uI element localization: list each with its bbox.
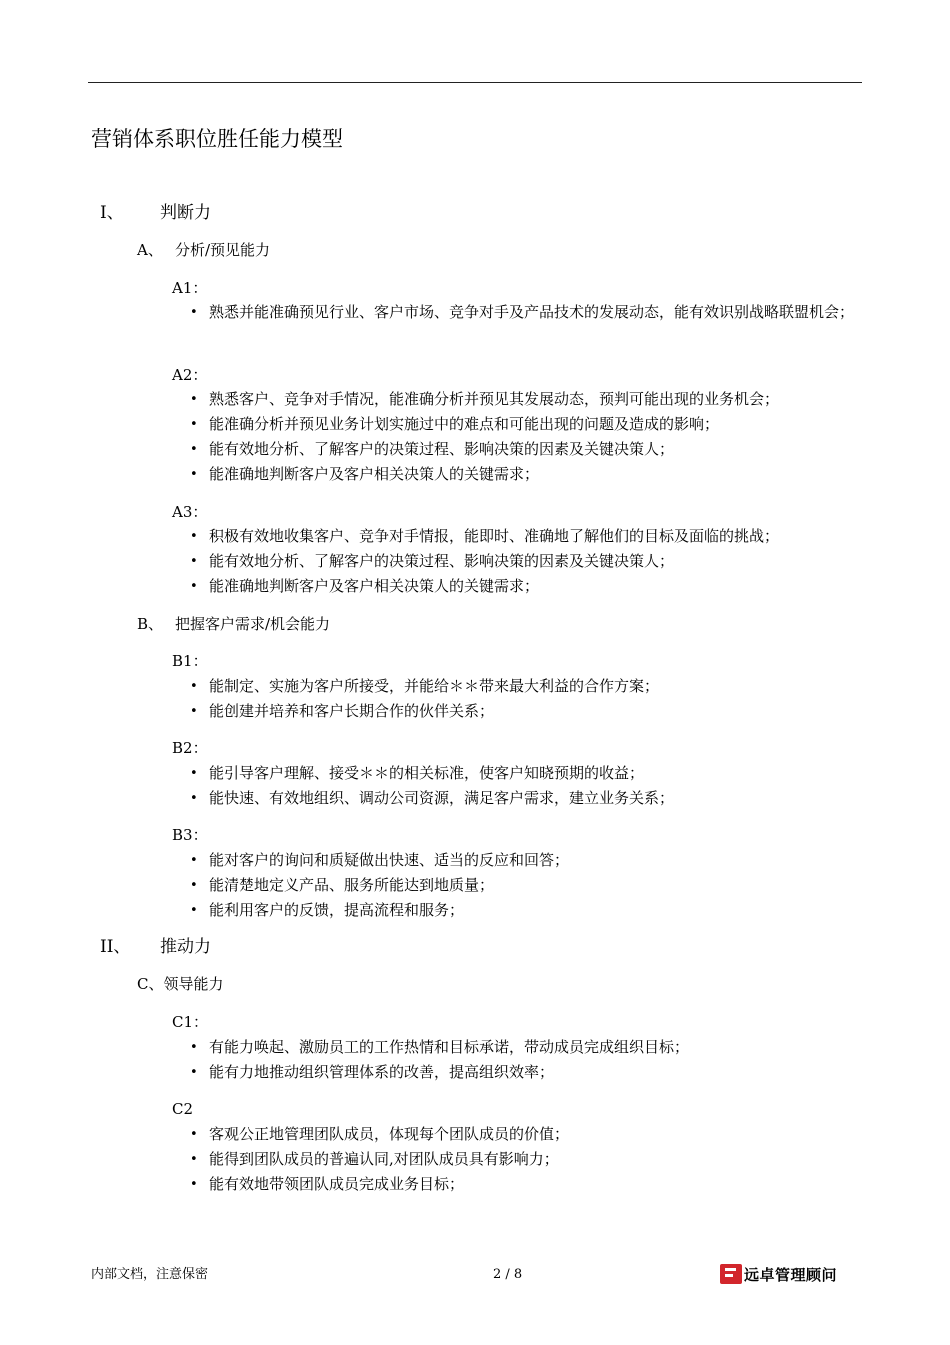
logo-text: 远卓管理顾问 bbox=[744, 1265, 838, 1284]
subsection-label: 分析/预见能力 bbox=[175, 241, 271, 259]
bullet-icon: • bbox=[190, 1177, 198, 1192]
list-item-text: 熟悉客户、竞争对手情况，能准确分析并预见其发展动态，预判可能出现的业务机会； bbox=[209, 390, 780, 408]
list-item-text: 能有效地分析、了解客户的决策过程、影响决策的因素及关键决策人； bbox=[209, 440, 675, 458]
list-item-text: 能快速、有效地组织、调动公司资源，满足客户需求，建立业务关系； bbox=[209, 789, 675, 807]
company-logo bbox=[720, 1263, 837, 1285]
bullet-icon: • bbox=[190, 417, 198, 432]
list-item-text: 能创建并培养和客户长期合作的伙伴关系； bbox=[209, 702, 495, 720]
bullet-icon: • bbox=[190, 791, 198, 806]
section-label: 推动力 bbox=[160, 937, 211, 957]
section-heading bbox=[100, 201, 211, 225]
section-number: I、 bbox=[100, 203, 124, 223]
list-item-text: 能准确地判断客户及客户相关决策人的关键需求； bbox=[209, 577, 540, 595]
bullet-icon: • bbox=[190, 467, 198, 482]
list-item-text: 能有效地带领团队成员完成业务目标； bbox=[209, 1175, 465, 1193]
bullet-icon: • bbox=[190, 1065, 198, 1080]
subsection-number: A、 bbox=[137, 241, 163, 259]
list-item-text: 能制定、实施为客户所接受，并能给＊＊带来最大利益的合作方案； bbox=[209, 677, 660, 695]
list-item-text: 能对客户的询问和质疑做出快速、适当的反应和回答； bbox=[209, 851, 570, 869]
level-label: B2： bbox=[172, 739, 208, 757]
bullet-icon: • bbox=[190, 529, 198, 544]
list-item-text: 能利用客户的反馈，提高流程和服务； bbox=[209, 901, 465, 919]
bullet-icon: • bbox=[190, 305, 198, 320]
list-item-text: 能引导客户理解、接受＊＊的相关标准，使客户知晓预期的收益； bbox=[209, 764, 645, 782]
list-item-text: 客观公正地管理团队成员，体现每个团队成员的价值； bbox=[209, 1125, 570, 1143]
bullet-icon: • bbox=[190, 878, 198, 893]
bullet-icon: • bbox=[190, 766, 198, 781]
footer-confidential: 内部文档，注意保密 bbox=[91, 1267, 209, 1282]
subsection-heading bbox=[137, 239, 270, 261]
list-item-text: 能有效地分析、了解客户的决策过程、影响决策的因素及关键决策人； bbox=[209, 552, 675, 570]
top-rule bbox=[88, 82, 862, 83]
document-title: 营销体系职位胜任能力模型 bbox=[91, 127, 343, 151]
bullet-icon: • bbox=[190, 704, 198, 719]
level-label: C2 bbox=[172, 1100, 194, 1118]
section-number: II、 bbox=[100, 937, 131, 957]
bullet-icon: • bbox=[190, 554, 198, 569]
subsection-number: C、 bbox=[137, 975, 164, 993]
level-label: C1： bbox=[172, 1013, 209, 1031]
section-label: 判断力 bbox=[160, 203, 211, 223]
bullet-icon: • bbox=[190, 1040, 198, 1055]
logo-mark-icon bbox=[720, 1264, 742, 1284]
list-item-text: 能清楚地定义产品、服务所能达到地质量； bbox=[209, 876, 495, 894]
bullet-icon: • bbox=[190, 442, 198, 457]
bullet-icon: • bbox=[190, 679, 198, 694]
level-label: A1： bbox=[172, 279, 208, 297]
list-item-text: 能准确分析并预见业务计划实施过中的难点和可能出现的问题及造成的影响； bbox=[209, 415, 720, 433]
bullet-icon: • bbox=[190, 1127, 198, 1142]
bullet-icon: • bbox=[190, 853, 198, 868]
subsection-label: 把握客户需求/机会能力 bbox=[175, 615, 331, 633]
level-label: A2： bbox=[172, 366, 208, 384]
bullet-icon: • bbox=[190, 579, 198, 594]
bullet-icon: • bbox=[190, 1152, 198, 1167]
level-label: A3： bbox=[172, 503, 208, 521]
subsection-heading bbox=[137, 613, 330, 635]
subsection-number: B、 bbox=[137, 615, 164, 633]
bullet-icon: • bbox=[190, 392, 198, 407]
section-heading bbox=[100, 935, 211, 959]
page-number: 2 / 8 bbox=[493, 1267, 523, 1282]
list-item-text: 熟悉并能准确预见行业、客户市场、竞争对手及产品技术的发展动态，能有效识别战略联盟机会； bbox=[209, 303, 855, 321]
level-label: B3： bbox=[172, 826, 208, 844]
list-item-text: 能准确地判断客户及客户相关决策人的关键需求； bbox=[209, 465, 540, 483]
list-item-text: 积极有效地收集客户、竞争对手情报，能即时、准确地了解他们的目标及面临的挑战； bbox=[209, 527, 780, 545]
list-item-text: 能有力地推动组织管理体系的改善，提高组织效率； bbox=[209, 1063, 555, 1081]
subsection-label: 领导能力 bbox=[163, 975, 224, 993]
list-item-text: 能得到团队成员的普遍认同,对团队成员具有影响力； bbox=[209, 1150, 559, 1168]
subsection-heading bbox=[137, 973, 224, 995]
bullet-icon: • bbox=[190, 903, 198, 918]
list-item-text: 有能力唤起、激励员工的工作热情和目标承诺，带动成员完成组织目标； bbox=[209, 1038, 690, 1056]
level-label: B1： bbox=[172, 652, 208, 670]
